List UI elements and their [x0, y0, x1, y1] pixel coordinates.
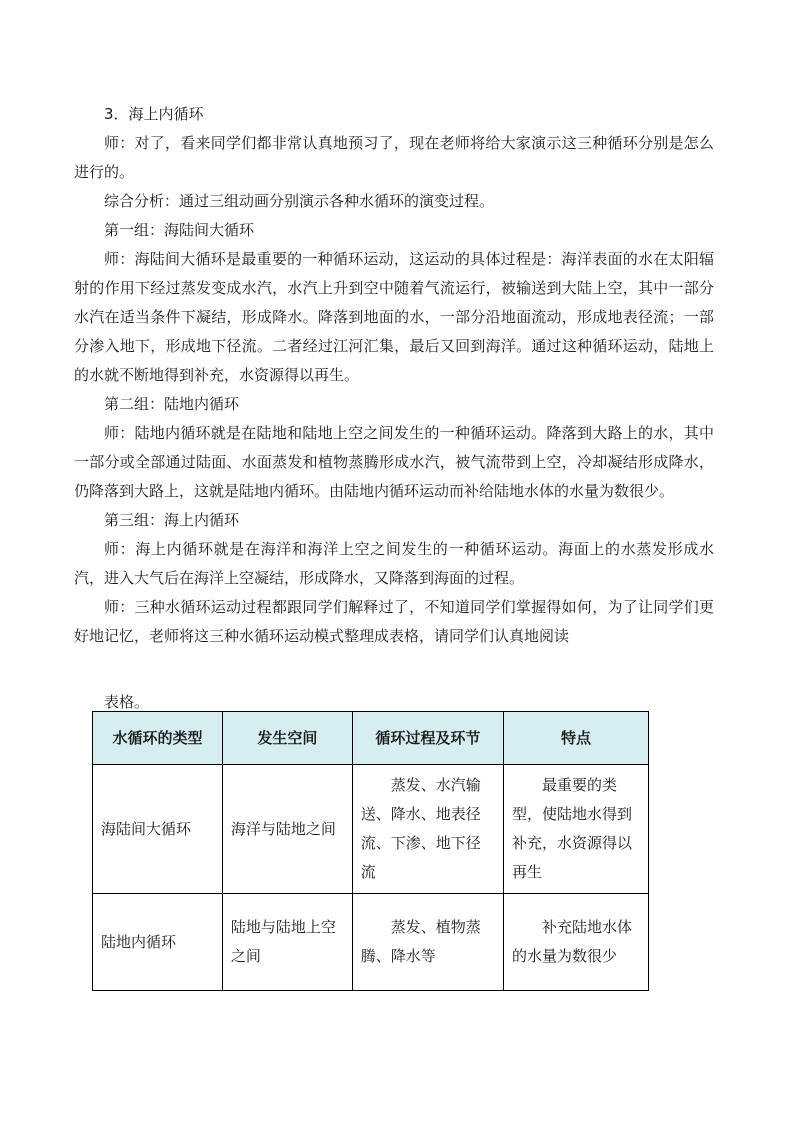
table-cell: 蒸发、水汽输送、降水、地表径流、下渗、地下径流	[352, 765, 503, 894]
table-cell: 最重要的类型，使陆地水得到补充，水资源得以再生	[503, 765, 648, 894]
table-cell: 海陆间大循环	[93, 765, 223, 894]
body-paragraph: 师：三种水循环运动过程都跟同学们解释过了，不知道同学们掌握得如何，为了让同学们更好地记忆，老师将这三种水循环运动模式整理成表格，请同学们认真地阅读	[74, 598, 714, 645]
table-cell: 陆地内循环	[93, 894, 223, 991]
group-heading: 第一组：海陆间大循环	[104, 221, 255, 239]
body-paragraph: 综合分析：通过三组动画分别演示各种水循环的演变过程。	[104, 192, 495, 210]
table-cell: 海洋与陆地之间	[222, 765, 352, 894]
group-heading: 第二组：陆地内循环	[104, 395, 240, 413]
body-paragraph: 师：海陆间大循环是最重要的一种循环运动，这运动的具体过程是：海洋表面的水在太阳辐射的作用下经过蒸发变成水汽，水汽上升到空中随着气流运行，被输送到大陆上空，其中一部分水汽在适当条件下凝结，形成降水。降落到地面的水，一部分沿地面流动，形成地表径流；一部分渗入地下，形成地下径流。二者经过江河汇集，最后又回到海洋。通过这种循环运动，陆地上的水就不断地得到补充，水资源得以再生。	[74, 250, 714, 384]
group-heading: 第三组：海上内循环	[104, 511, 240, 529]
body-paragraph: 师：海上内循环就是在海洋和海洋上空之间发生的一种循环运动。海面上的水蒸发形成水汽，进入大气后在海洋上空凝结，形成降水，又降落到海面的过程。	[74, 540, 714, 587]
body-paragraph: 师：对了，看来同学们都非常认真地预习了，现在老师将给大家演示这三种循环分别是怎么进行的。	[74, 134, 714, 181]
body-paragraph: 师：陆地内循环就是在陆地和陆地上空之间发生的一种循环运动。降落到大路上的水，其中一部分或全部通过陆面、水面蒸发和植物蒸腾形成水汽，被气流带到上空，冷却凝结形成降水，仍降落到大路上，这就是陆地内循环。由陆地内循环运动而补给陆地水体的水量为数很少。	[74, 424, 714, 500]
table-header-cell: 发生空间	[222, 712, 352, 765]
table-header-cell: 特点	[503, 712, 648, 765]
table-row	[93, 765, 649, 894]
document-body	[74, 100, 714, 651]
table-cell: 陆地与陆地上空之间	[222, 894, 352, 991]
table-row	[93, 894, 649, 991]
table-header-cell: 循环过程及环节	[352, 712, 503, 765]
table-cell: 蒸发、植物蒸腾、降水等	[352, 894, 503, 991]
water-cycle-table	[92, 711, 649, 991]
table-cell: 补充陆地水体的水量为数很少	[503, 894, 648, 991]
table-header-row	[93, 712, 649, 765]
table-header-cell: 水循环的类型	[93, 712, 223, 765]
table-intro-text: 表格。	[104, 693, 150, 711]
section-heading: 3．海上内循环	[104, 105, 204, 123]
